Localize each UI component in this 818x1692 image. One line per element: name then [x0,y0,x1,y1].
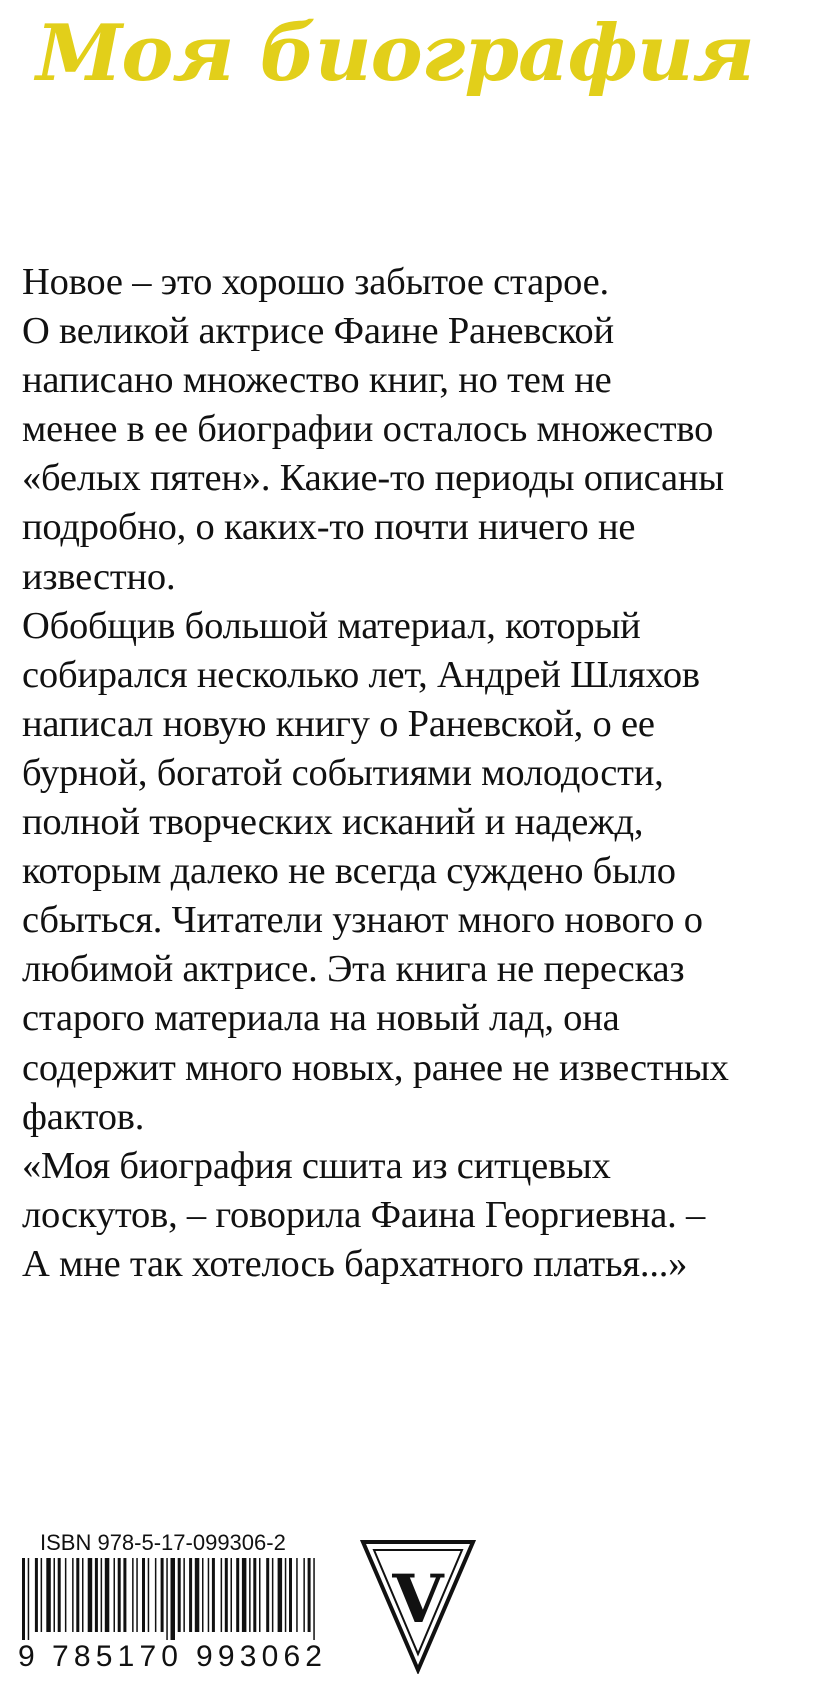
blurb-line: «Моя биография сшита из ситцевых [22,1144,611,1187]
barcode-digit: 9 [217,1640,235,1673]
blurb-line: А мне так хотелось бархатного платья...» [22,1242,688,1285]
book-title: Моя биография [36,8,754,99]
blurb-line: «белых пятен». Какие-то периоды описаны [22,457,724,500]
barcode-digit: 0 [161,1640,178,1673]
barcode-digit: 0 [261,1640,279,1673]
barcode-digit: 2 [305,1640,322,1673]
blurb-line: бурной, богатой событиями молодости, [22,751,664,794]
blurb-line: Обобщив большой материал, который [22,604,641,647]
blurb-line: фактов. [22,1095,145,1138]
blurb-text [22,258,812,1289]
blurb-line: написал новую книгу о Раневской, о ее [22,702,655,745]
blurb-line: сбыться. Читатели узнают много нового о [22,899,703,942]
blurb-line: полной творческих исканий и надежд, [22,801,644,844]
blurb-line: которым далеко не всегда суждено было [22,850,676,893]
blurb-line: О великой актрисе Фаине Раневской [22,310,614,353]
barcode-icon [18,1558,324,1640]
barcode-digit: 6 [283,1640,301,1673]
barcode-digits [18,1640,324,1674]
barcode-right-group [196,1640,322,1674]
blurb-line: написано множество книг, но тем не [22,359,612,402]
barcode-digit: 1 [117,1640,135,1673]
blurb-line: старого материала на новый лад, она [22,997,620,1040]
blurb-line: любимой актрисе. Эта книга не пересказ [22,948,685,991]
publisher-v-triangle-icon [360,1538,476,1674]
barcode-digit: 8 [73,1640,91,1673]
blurb-line: собирался несколько лет, Андрей Шляхов [22,653,700,696]
barcode-digit: 7 [139,1640,157,1673]
barcode-first-digit: 9 [18,1640,35,1673]
publisher-letter: V [392,1560,444,1638]
barcode-digit: 9 [196,1640,213,1673]
isbn-label: ISBN 978-5-17-099306-2 [40,1530,286,1555]
blurb-line: известно. [22,555,176,598]
blurb-line: лоскутов, – говорила Фаина Георгиевна. – [22,1193,706,1236]
barcode-left-group [52,1640,178,1674]
barcode-digit: 5 [95,1640,113,1673]
blurb-line: Новое – это хорошо забытое старое. [22,261,609,303]
blurb-line: подробно, о каких-то почти ничего не [22,506,636,549]
barcode-digit: 3 [239,1640,257,1673]
barcode-digit: 7 [52,1640,69,1673]
blurb-line: менее в ее биографии осталось множество [22,408,714,451]
blurb-line: содержит много новых, ранее не известных [22,1046,729,1089]
